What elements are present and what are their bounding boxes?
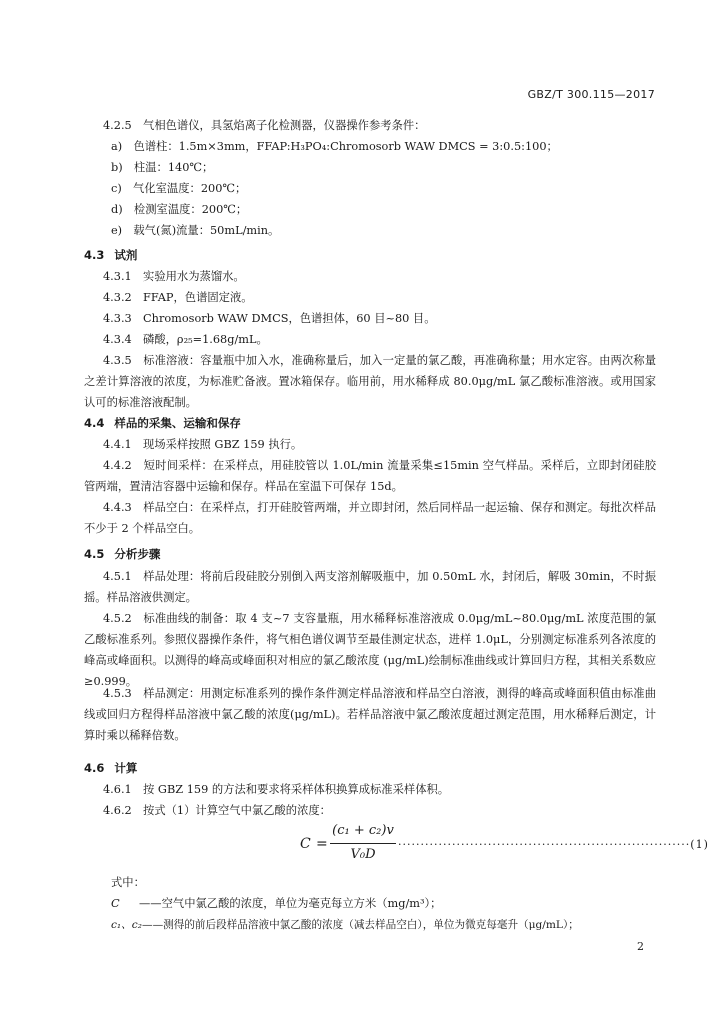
item-4-4-3: 4.4.3 样品空白：在采样点，打开硅胶管两端，并立即封闭，然后同样品一起运输、保存和测定。每批次样品不少于 2 个样品空白。 xyxy=(84,501,656,535)
formula-equals: = xyxy=(316,836,328,852)
section-4-2-5-title: 4.2.5 气相色谱仪，具氢焰离子化检测器，仪器操作参考条件： xyxy=(103,119,426,132)
section-4-5-heading xyxy=(84,546,160,562)
item-4-4-2: 4.4.2 短时间采样：在采样点，用硅胶管以 1.0L/min 流量采集≤15min 空气样品。采样后，立即封闭硅胶管两端，置清洁容器中运输和保存。样品在室温下可保存 15d。 xyxy=(84,459,656,493)
formula-denominator: V₀D xyxy=(350,847,376,862)
heading-text: 试剂 xyxy=(114,248,138,262)
heading-number: 4.5 xyxy=(84,547,105,561)
formula-1 xyxy=(300,823,709,873)
heading-text: 分析步骤 xyxy=(114,547,161,561)
formula-numerator: (c₁ + c₂)v xyxy=(332,823,394,838)
var-c12-symbol: c₁、c₂ xyxy=(111,919,142,931)
condition-a: a) 色谱柱：1.5m×3mm，FFAP:H₃PO₄:Chromosorb WAW DMCS = 3:0.5:100； xyxy=(111,140,558,153)
heading-number: 4.6 xyxy=(84,761,105,775)
where-label: 式中： xyxy=(111,876,145,889)
section-4-4-heading xyxy=(84,415,241,431)
var-c12-description: ——测得的前后段样品溶液中氯乙酸的浓度（减去样品空白），单位为微克每毫升（μg/mL）； xyxy=(141,919,579,931)
item-4-5-3: 4.5.3 样品测定：用测定标准系列的操作条件测定样品溶液和样品空白溶液，测得的峰高或峰面积值由标准曲线或回归方程得样品溶液中氯乙酸的浓度(μg/mL)。若样品溶液中氯乙酸浓度超过测定范围，用水稀释后测定，计算时乘以稀释倍数。 xyxy=(84,687,656,742)
item-4-3-1: 4.3.1 实验用水为蒸馏水。 xyxy=(103,270,245,283)
heading-text: 计算 xyxy=(114,761,138,775)
item-4-5-2: 4.5.2 标准曲线的制备：取 4 支~7 支容量瓶，用水稀释标准溶液成 0.0μg/mL~80.0μg/mL 浓度范围的氯乙酸标准系列。参照仪器操作条件，将气相色谱仪调节至最佳测定状态，进样 1.0μL，分别测定标准系列各浓度的峰高或峰面积。以测得的峰高或峰面积对相应的氯乙酸浓度 (μg/mL)绘制标准曲线或计算回归方程，其相关系数应≥0.999。 xyxy=(84,612,656,688)
heading-number: 4.3 xyxy=(84,248,105,262)
heading-text: 样品的采集、运输和保存 xyxy=(114,416,241,430)
standard-code: GBZ/T 300.115—2017 xyxy=(527,88,655,101)
formula-label: (1) xyxy=(690,838,709,851)
item-4-6-1: 4.6.1 按 GBZ 159 的方法和要求将采样体积换算成标准采样体积。 xyxy=(103,783,450,796)
page-number: 2 xyxy=(637,940,644,953)
leader-dots: ································································· xyxy=(398,838,691,851)
item-4-6-2: 4.6.2 按式（1）计算空气中氯乙酸的浓度： xyxy=(103,804,331,817)
condition-d: d) 检测室温度：200℃； xyxy=(111,203,248,216)
item-4-3-4: 4.3.4 磷酸，ρ₂₅=1.68g/mL。 xyxy=(103,333,268,346)
item-4-3-5: 4.3.5 标准溶液：容量瓶中加入水，准确称量后，加入一定量的氯乙酸，再准确称量；用水定容。由两次称量之差计算溶液的浓度，为标准贮备液。置冰箱保存。临用前，用水稀释成 80.0μg/mL 氯乙酸标准溶液。或用国家认可的标准溶液配制。 xyxy=(84,354,656,409)
heading-number: 4.4 xyxy=(84,416,105,430)
section-4-6-heading xyxy=(84,760,137,776)
var-c-symbol: C xyxy=(111,897,120,910)
condition-b: b) 柱温：140℃； xyxy=(111,161,214,174)
item-4-5-1: 4.5.1 样品处理：将前后段硅胶分别倒入两支溶剂解吸瓶中，加 0.50mL 水，封闭后，解吸 30min，不时振摇。样品溶液供测定。 xyxy=(84,570,656,604)
var-c12-definition xyxy=(111,918,579,932)
item-4-3-2: 4.3.2 FFAP，色谱固定液。 xyxy=(103,291,253,304)
formula-leader xyxy=(398,838,709,851)
condition-e: e) 载气(氮)流量：50mL/min。 xyxy=(111,224,280,237)
item-4-3-3: 4.3.3 Chromosorb WAW DMCS，色谱担体，60 目~80 目。 xyxy=(103,312,436,325)
fraction-bar xyxy=(330,843,396,844)
section-4-3-heading xyxy=(84,247,137,263)
item-4-4-1: 4.4.1 现场采样按照 GBZ 159 执行。 xyxy=(103,438,303,451)
condition-c: c) 气化室温度：200℃； xyxy=(111,182,247,195)
var-c-definition xyxy=(111,897,441,911)
var-c-description: ——空气中氯乙酸的浓度，单位为毫克每立方米（mg/m³）； xyxy=(139,897,442,910)
formula-lhs: C xyxy=(300,836,311,852)
